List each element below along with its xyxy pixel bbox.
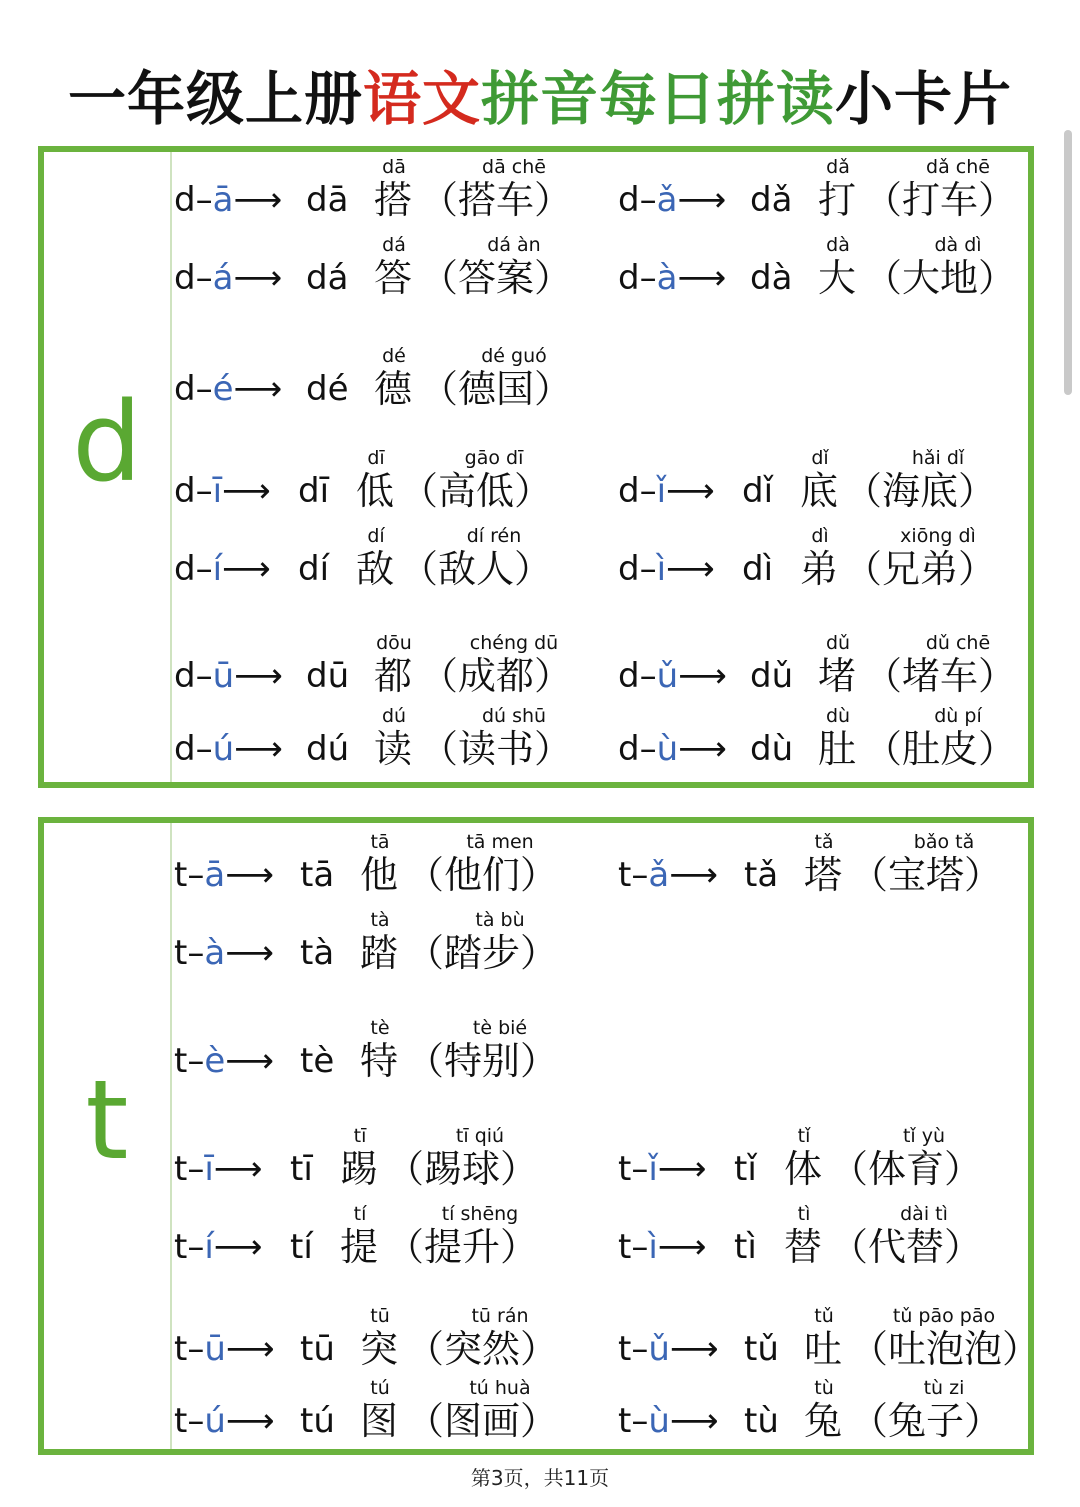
- consonant: t: [174, 1329, 188, 1369]
- consonant: d: [618, 471, 640, 511]
- word-pinyin: tǔ pāo pāo: [892, 1305, 996, 1327]
- vowel: í: [204, 1227, 214, 1267]
- vowel: é: [212, 369, 234, 409]
- consonant: d: [174, 656, 196, 696]
- arrow-icon: ⟶: [233, 258, 283, 298]
- syllable: dí: [298, 549, 330, 589]
- char-pinyin: dǎ: [826, 156, 850, 178]
- dash: –: [187, 1227, 205, 1267]
- hanzi-character: 读: [374, 727, 413, 771]
- vowel: ì: [656, 549, 667, 589]
- arrow-icon: ⟶: [669, 1329, 719, 1369]
- dash: –: [639, 258, 657, 298]
- char-pinyin: tì: [797, 1203, 811, 1225]
- word-pinyin: dài tì: [900, 1203, 948, 1225]
- spelling-formula: [618, 549, 715, 589]
- syllable: tǔ: [744, 1329, 779, 1369]
- word-pinyin: dǎ chē: [926, 156, 990, 178]
- title-part-3: 拼音每日拼读: [481, 65, 836, 133]
- arrow-icon: ⟶: [213, 1227, 263, 1267]
- word-pinyin: tū rán: [471, 1305, 529, 1327]
- dash: –: [639, 549, 657, 589]
- pinyin-entry: [174, 345, 604, 415]
- vowel: ú: [204, 1401, 226, 1441]
- syllable: tì: [734, 1227, 757, 1267]
- dash: –: [639, 656, 657, 696]
- consonant: t: [618, 1149, 632, 1189]
- hanzi-character: 都: [374, 654, 413, 698]
- arrow-icon: ⟶: [222, 471, 271, 511]
- char-pinyin: dé: [382, 345, 406, 367]
- example-word: （成都）: [420, 654, 573, 698]
- example-word: （图画）: [406, 1399, 559, 1443]
- dash: –: [195, 180, 213, 220]
- pinyin-entry: [618, 1305, 1048, 1375]
- consonant: t: [174, 855, 188, 895]
- spelling-formula: [174, 549, 271, 589]
- spelling-formula: [618, 1329, 719, 1369]
- char-pinyin: tī: [353, 1125, 367, 1147]
- char-pinyin: dā: [382, 156, 406, 178]
- char-pinyin: dù: [825, 705, 851, 727]
- dash: –: [195, 549, 213, 589]
- hanzi-character: 弟: [800, 547, 839, 591]
- dash: –: [631, 1227, 649, 1267]
- example-word: （吐泡泡）: [850, 1327, 1041, 1371]
- example-word: （打车）: [864, 178, 1017, 222]
- dash: –: [195, 471, 213, 511]
- char-pinyin: tǔ: [814, 1305, 834, 1327]
- example-word: （海底）: [844, 469, 997, 513]
- vowel: è: [204, 1041, 226, 1081]
- example-word: （搭车）: [420, 178, 573, 222]
- hanzi-character: 大: [818, 256, 857, 300]
- pinyin-entry: [174, 632, 604, 702]
- vowel: ā: [204, 855, 226, 895]
- spelling-formula: [618, 258, 726, 298]
- vowel: ǎ: [656, 180, 678, 220]
- initial-letter: d: [72, 378, 142, 506]
- char-pinyin: tú: [370, 1377, 390, 1399]
- consonant: t: [618, 1227, 632, 1267]
- char-pinyin: tí: [353, 1203, 367, 1225]
- pinyin-entry: [174, 1125, 604, 1195]
- syllable: tū: [300, 1329, 335, 1369]
- word-pinyin: dú shū: [481, 705, 547, 727]
- consonant: d: [174, 729, 196, 769]
- arrow-icon: ⟶: [678, 656, 727, 696]
- syllable: dà: [750, 258, 793, 298]
- syllable: dǎ: [750, 180, 793, 220]
- vowel: á: [212, 258, 234, 298]
- syllable: tī: [290, 1149, 313, 1189]
- pinyin-entry: [174, 705, 604, 775]
- syllable: dī: [298, 471, 330, 511]
- spelling-formula: [174, 656, 283, 696]
- char-pinyin: dǐ: [811, 447, 829, 469]
- example-word: （宝塔）: [850, 853, 1003, 897]
- spelling-formula: [174, 729, 283, 769]
- pinyin-entry: [174, 831, 604, 901]
- title-part-2: 语文: [362, 65, 481, 133]
- pinyin-entry: [174, 1203, 604, 1273]
- pinyin-entry: [174, 1017, 604, 1087]
- arrow-icon: ⟶: [666, 471, 715, 511]
- consonant: t: [618, 855, 632, 895]
- consonant: d: [174, 471, 196, 511]
- vowel: ǔ: [648, 1329, 670, 1369]
- spelling-formula: [618, 1227, 707, 1267]
- consonant: t: [618, 1401, 632, 1441]
- spelling-formula: [618, 1149, 707, 1189]
- arrow-icon: ⟶: [234, 656, 283, 696]
- example-word: （读书）: [420, 727, 573, 771]
- syllable: dú: [306, 729, 350, 769]
- dash: –: [187, 1329, 205, 1369]
- spelling-formula: [174, 1149, 263, 1189]
- word-pinyin: tā men: [466, 831, 534, 853]
- word-pinyin: dà dì: [934, 234, 982, 256]
- vowel: ī: [204, 1149, 214, 1189]
- word-pinyin: hǎi dǐ: [911, 447, 965, 469]
- spelling-formula: [174, 258, 282, 298]
- spelling-formula: [618, 1401, 719, 1441]
- example-word: （大地）: [864, 256, 1017, 300]
- example-word: （答案）: [420, 256, 573, 300]
- pinyin-entry: [174, 525, 604, 595]
- hanzi-character: 肚: [818, 727, 857, 771]
- arrow-icon: ⟶: [213, 1149, 263, 1189]
- dash: –: [639, 729, 657, 769]
- consonant: t: [174, 1227, 188, 1267]
- vowel: í: [212, 549, 223, 589]
- syllable: tè: [300, 1041, 335, 1081]
- example-word: （提升）: [386, 1225, 539, 1269]
- vowel: ù: [648, 1401, 670, 1441]
- card-d: [38, 146, 1034, 788]
- word-pinyin: bǎo tǎ: [913, 831, 975, 853]
- word-pinyin: dá àn: [487, 234, 541, 256]
- char-pinyin: dá: [382, 234, 406, 256]
- example-word: （踏步）: [406, 931, 559, 975]
- arrow-icon: ⟶: [222, 549, 271, 589]
- hanzi-character: 突: [360, 1327, 399, 1371]
- dash: –: [639, 471, 657, 511]
- vowel: ǎ: [648, 855, 670, 895]
- example-word: （肚皮）: [864, 727, 1017, 771]
- arrow-icon: ⟶: [225, 1041, 275, 1081]
- example-word: （体育）: [830, 1147, 983, 1191]
- consonant: t: [618, 1329, 632, 1369]
- word-pinyin: tè bié: [472, 1017, 528, 1039]
- char-pinyin: dì: [811, 525, 829, 547]
- example-word: （特别）: [406, 1039, 559, 1083]
- example-word: （兔子）: [850, 1399, 1003, 1443]
- word-pinyin: chéng dū: [469, 632, 559, 654]
- hanzi-character: 吐: [804, 1327, 843, 1371]
- syllable: tí: [290, 1227, 313, 1267]
- example-word: （他们）: [406, 853, 559, 897]
- hanzi-character: 踏: [360, 931, 399, 975]
- arrow-icon: ⟶: [677, 180, 727, 220]
- vowel: ā: [212, 180, 234, 220]
- consonant: t: [174, 1149, 188, 1189]
- hanzi-character: 敌: [356, 547, 395, 591]
- syllable: tà: [300, 933, 335, 973]
- dash: –: [631, 1149, 649, 1189]
- hanzi-character: 低: [356, 469, 395, 513]
- arrow-icon: ⟶: [669, 1401, 719, 1441]
- consonant: d: [174, 549, 196, 589]
- word-pinyin: dí rén: [466, 525, 522, 547]
- spelling-formula: [174, 471, 271, 511]
- spelling-formula: [174, 369, 282, 409]
- page-title: [0, 52, 1080, 136]
- spelling-formula: [618, 855, 718, 895]
- hanzi-character: 答: [374, 256, 413, 300]
- syllable: tā: [300, 855, 335, 895]
- dash: –: [195, 656, 213, 696]
- vowel: ú: [212, 729, 235, 769]
- hanzi-character: 塔: [804, 853, 843, 897]
- char-pinyin: tǎ: [814, 831, 834, 853]
- syllable: dū: [306, 656, 350, 696]
- char-pinyin: dà: [826, 234, 850, 256]
- char-pinyin: tā: [370, 831, 390, 853]
- consonant: t: [174, 1401, 188, 1441]
- card-t: [38, 817, 1041, 1455]
- example-word: （堵车）: [864, 654, 1017, 698]
- hanzi-character: 打: [818, 178, 857, 222]
- vowel: ì: [648, 1227, 658, 1267]
- vowel: ǔ: [656, 656, 679, 696]
- char-pinyin: tǐ: [797, 1125, 811, 1147]
- vowel: ī: [212, 471, 223, 511]
- arrow-icon: ⟶: [657, 1149, 707, 1189]
- vowel: ǐ: [656, 471, 667, 511]
- example-word: （敌人）: [400, 547, 553, 591]
- consonant: d: [618, 258, 640, 298]
- char-pinyin: tè: [370, 1017, 390, 1039]
- pinyin-entry: [174, 156, 604, 226]
- syllable: dá: [306, 258, 349, 298]
- spelling-formula: [618, 471, 715, 511]
- pinyin-entry: [174, 447, 604, 517]
- syllable: tǐ: [734, 1149, 757, 1189]
- spelling-formula: [174, 180, 282, 220]
- pinyin-entry: [618, 156, 1048, 226]
- word-pinyin: tī qiú: [455, 1125, 505, 1147]
- spelling-formula: [174, 933, 274, 973]
- arrow-icon: ⟶: [669, 855, 718, 895]
- spelling-formula: [174, 1401, 275, 1441]
- consonant: d: [618, 656, 640, 696]
- pinyin-entry: [618, 632, 1048, 702]
- spelling-formula: [174, 1329, 275, 1369]
- arrow-icon: ⟶: [225, 1401, 275, 1441]
- vowel: ǐ: [648, 1149, 658, 1189]
- syllable: dā: [306, 180, 349, 220]
- hanzi-character: 体: [784, 1147, 823, 1191]
- dash: –: [187, 1401, 205, 1441]
- pinyin-entry: [618, 447, 1048, 517]
- example-word: （兄弟）: [844, 547, 997, 591]
- arrow-icon: ⟶: [233, 369, 283, 409]
- spelling-formula: [174, 855, 274, 895]
- consonant: d: [618, 180, 640, 220]
- dash: –: [195, 258, 213, 298]
- char-pinyin: dōu: [376, 632, 412, 654]
- arrow-icon: ⟶: [678, 729, 727, 769]
- vowel: à: [656, 258, 678, 298]
- pinyin-entry: [618, 831, 1048, 901]
- consonant: t: [174, 1041, 188, 1081]
- pinyin-entry: [174, 1377, 604, 1447]
- word-pinyin: tú huà: [469, 1377, 531, 1399]
- consonant: d: [174, 180, 196, 220]
- initial-letter: t: [85, 1056, 129, 1184]
- spelling-formula: [618, 180, 726, 220]
- consonant: d: [618, 729, 640, 769]
- word-pinyin: tà bù: [475, 909, 525, 931]
- char-pinyin: tù: [814, 1377, 834, 1399]
- arrow-icon: ⟶: [225, 855, 274, 895]
- word-pinyin: tí shēng: [441, 1203, 519, 1225]
- pinyin-entry: [174, 234, 604, 304]
- pinyin-entry: [618, 234, 1048, 304]
- spelling-formula: [618, 656, 727, 696]
- hanzi-character: 特: [360, 1039, 399, 1083]
- syllable: dù: [750, 729, 794, 769]
- syllable: tù: [744, 1401, 779, 1441]
- word-pinyin: tǐ yù: [902, 1125, 946, 1147]
- page-footer: 第3页，共11页: [470, 1466, 610, 1490]
- dash: –: [631, 1329, 649, 1369]
- spelling-formula: [174, 1041, 274, 1081]
- hanzi-character: 德: [374, 367, 413, 411]
- hanzi-character: 踢: [340, 1147, 379, 1191]
- example-word: （踢球）: [386, 1147, 539, 1191]
- char-pinyin: dī: [367, 447, 385, 469]
- dash: –: [195, 369, 213, 409]
- word-pinyin: dǔ chē: [925, 632, 991, 654]
- pinyin-entry: [618, 1377, 1048, 1447]
- arrow-icon: ⟶: [233, 180, 283, 220]
- consonant: d: [174, 369, 196, 409]
- syllable: tú: [300, 1401, 335, 1441]
- arrow-icon: ⟶: [234, 729, 283, 769]
- dash: –: [187, 933, 205, 973]
- syllable: tǎ: [744, 855, 779, 895]
- word-pinyin: dù pí: [934, 705, 982, 727]
- hanzi-character: 提: [340, 1225, 379, 1269]
- hanzi-character: 图: [360, 1399, 399, 1443]
- consonant: d: [174, 258, 196, 298]
- char-pinyin: dí: [367, 525, 385, 547]
- pinyin-entry: [174, 1305, 604, 1375]
- vowel: ù: [656, 729, 679, 769]
- syllable: dǔ: [750, 656, 794, 696]
- pinyin-entry: [174, 909, 604, 979]
- title-part-1: 一年级上册: [67, 65, 363, 133]
- dash: –: [187, 1149, 205, 1189]
- hanzi-character: 替: [784, 1225, 823, 1269]
- dash: –: [187, 855, 205, 895]
- char-pinyin: tū: [370, 1305, 390, 1327]
- spelling-formula: [618, 729, 727, 769]
- vowel: ū: [212, 656, 235, 696]
- consonant: t: [174, 933, 188, 973]
- hanzi-character: 堵: [818, 654, 857, 698]
- example-word: （代替）: [830, 1225, 983, 1269]
- word-pinyin: dā chē: [482, 156, 546, 178]
- arrow-icon: ⟶: [666, 549, 715, 589]
- example-word: （德国）: [420, 367, 573, 411]
- title-part-4: 小卡片: [835, 65, 1013, 133]
- consonant: d: [618, 549, 640, 589]
- syllable: dì: [742, 549, 774, 589]
- vertical-scrollbar[interactable]: [1064, 130, 1072, 395]
- spelling-formula: [174, 1227, 263, 1267]
- vowel: ū: [204, 1329, 226, 1369]
- char-pinyin: tà: [370, 909, 390, 931]
- syllable: dé: [306, 369, 349, 409]
- pinyin-entry: [618, 525, 1048, 595]
- pinyin-entry: [618, 1203, 1048, 1273]
- dash: –: [631, 1401, 649, 1441]
- arrow-icon: ⟶: [225, 1329, 275, 1369]
- word-pinyin: xiōng dì: [900, 525, 976, 547]
- char-pinyin: dǔ: [825, 632, 851, 654]
- dash: –: [195, 729, 213, 769]
- vowel: à: [204, 933, 226, 973]
- arrow-icon: ⟶: [657, 1227, 707, 1267]
- arrow-icon: ⟶: [677, 258, 727, 298]
- dash: –: [639, 180, 657, 220]
- word-pinyin: dé guó: [481, 345, 547, 367]
- word-pinyin: tù zi: [923, 1377, 965, 1399]
- pinyin-entry: [618, 1125, 1048, 1195]
- hanzi-character: 他: [360, 853, 399, 897]
- dash: –: [631, 855, 649, 895]
- hanzi-character: 兔: [804, 1399, 843, 1443]
- arrow-icon: ⟶: [225, 933, 274, 973]
- char-pinyin: dú: [381, 705, 407, 727]
- pinyin-entry: [618, 705, 1048, 775]
- dash: –: [187, 1041, 205, 1081]
- hanzi-character: 搭: [374, 178, 413, 222]
- example-word: （高低）: [400, 469, 553, 513]
- word-pinyin: gāo dī: [464, 447, 524, 469]
- syllable: dǐ: [742, 471, 774, 511]
- hanzi-character: 底: [800, 469, 839, 513]
- example-word: （突然）: [406, 1327, 559, 1371]
